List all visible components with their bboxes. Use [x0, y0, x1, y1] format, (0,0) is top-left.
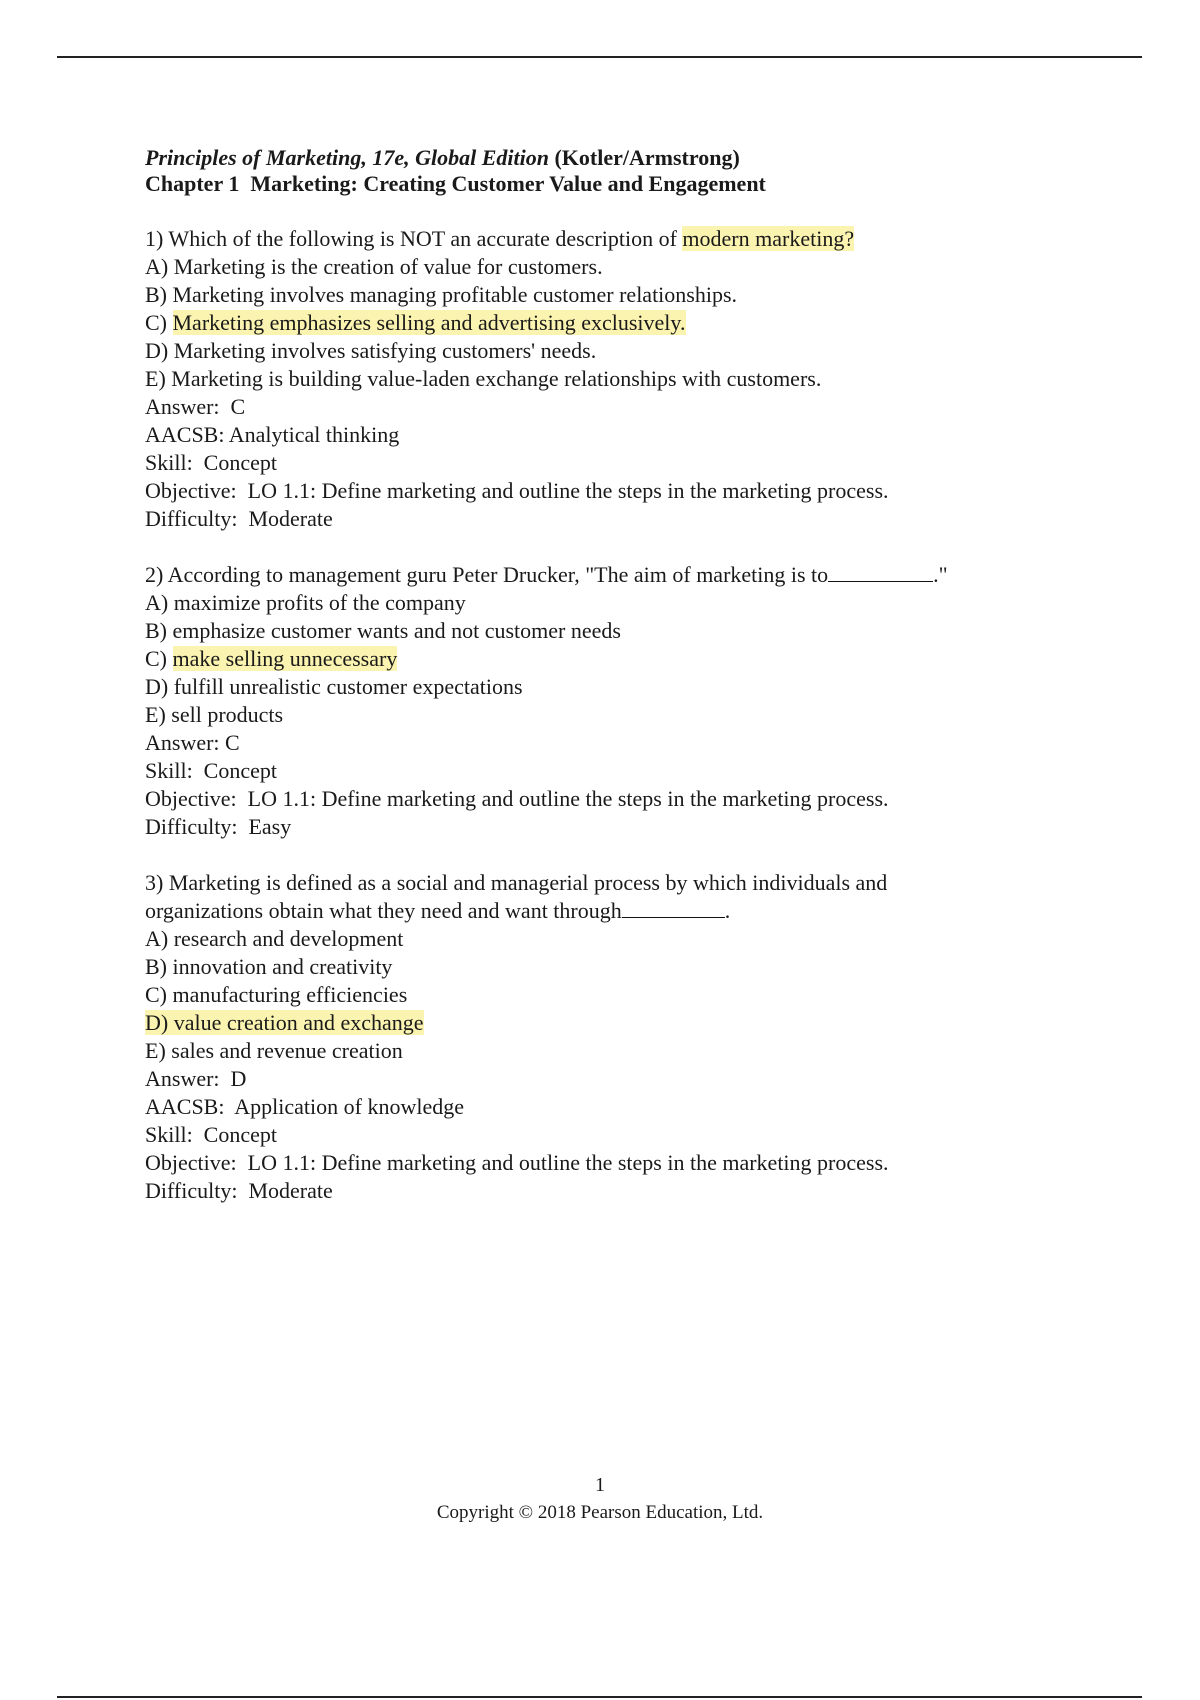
- question-1-answer: Answer: C: [145, 394, 246, 419]
- question-2-difficulty: Difficulty: Easy: [145, 814, 292, 839]
- question-1: [145, 225, 1085, 533]
- book-title: Principles of Marketing, 17e, Global Edition: [145, 145, 549, 170]
- question-2-option-e: E) sell products: [145, 702, 284, 727]
- question-1-option-e: E) Marketing is building value-laden exchange relationships with customers.: [145, 366, 822, 391]
- question-3-option-d-highlight: D) value creation and exchange: [145, 1010, 424, 1035]
- question-1-stem-text: 1) Which of the following is NOT an accurate description of: [145, 226, 683, 251]
- question-2-skill: Skill: Concept: [145, 758, 277, 783]
- question-2-option-d: D) fulfill unrealistic customer expectations: [145, 674, 523, 699]
- question-3-stem-line-1: 3) Marketing is defined as a social and managerial process by which individuals and: [145, 870, 888, 895]
- document-body: [145, 145, 1085, 1205]
- document-header: [145, 145, 1085, 197]
- question-2-option-c-highlight: make selling unnecessary: [172, 646, 398, 671]
- question-1-option-c-highlight: Marketing emphasizes selling and advertising exclusively.: [172, 310, 686, 335]
- page-number: 1: [595, 1474, 605, 1496]
- question-3-option-d: [145, 1009, 1085, 1037]
- book-authors: (Kotler/Armstrong): [554, 145, 740, 170]
- question-3-skill: Skill: Concept: [145, 1122, 277, 1147]
- question-2-stem-text: 2) According to management guru Peter Drucker, "The aim of marketing is to: [145, 562, 829, 587]
- question-1-option-b: B) Marketing involves managing profitable customer relationships.: [145, 282, 738, 307]
- header-line-1: [145, 145, 1085, 171]
- question-3-answer: Answer: D: [145, 1066, 247, 1091]
- question-2-option-c: [145, 645, 1085, 673]
- question-1-option-a: A) Marketing is the creation of value for customers.: [145, 254, 603, 279]
- question-1-option-c: [145, 309, 1085, 337]
- question-2: [145, 561, 1085, 841]
- question-1-stem-highlight: modern marketing?: [682, 226, 855, 251]
- question-2-stem: [145, 561, 1085, 589]
- question-3: [145, 869, 1085, 1205]
- question-2-option-a: A) maximize profits of the company: [145, 590, 466, 615]
- question-2-answer: Answer: C: [145, 730, 240, 755]
- question-3-option-b: B) innovation and creativity: [145, 954, 393, 979]
- question-1-option-c-prefix: C): [145, 310, 173, 335]
- copyright-notice: Copyright © 2018 Pearson Education, Ltd.: [436, 1502, 764, 1523]
- question-2-blank: [828, 561, 933, 582]
- question-1-stem: [145, 225, 1085, 253]
- question-3-option-c: C) manufacturing efficiencies: [145, 982, 408, 1007]
- question-2-objective: Objective: LO 1.1: Define marketing and outline the steps in the marketing process.: [145, 786, 889, 811]
- question-1-skill: Skill: Concept: [145, 450, 277, 475]
- question-3-option-a: A) research and development: [145, 926, 404, 951]
- question-1-difficulty: Difficulty: Moderate: [145, 506, 333, 531]
- question-3-stem-end: .: [724, 898, 731, 923]
- question-2-option-c-prefix: C): [145, 646, 173, 671]
- bottom-rule: [57, 1696, 1142, 1698]
- question-1-aacsb: AACSB: Analytical thinking: [145, 422, 400, 447]
- question-3-option-e: E) sales and revenue creation: [145, 1038, 403, 1063]
- question-2-stem-end: .": [933, 562, 948, 587]
- chapter-title: Chapter 1 Marketing: Creating Customer Value and Engagement: [145, 171, 766, 196]
- question-3-difficulty: Difficulty: Moderate: [145, 1178, 333, 1203]
- question-1-objective: Objective: LO 1.1: Define marketing and outline the steps in the marketing process.: [145, 478, 889, 503]
- question-2-option-b: B) emphasize customer wants and not customer needs: [145, 618, 621, 643]
- question-3-objective: Objective: LO 1.1: Define marketing and outline the steps in the marketing process.: [145, 1150, 889, 1175]
- question-3-stem-text: organizations obtain what they need and want through: [145, 898, 622, 923]
- question-3-aacsb: AACSB: Application of knowledge: [145, 1094, 464, 1119]
- question-3-blank: [622, 897, 725, 918]
- top-rule: [57, 56, 1142, 58]
- question-3-stem-line-2: [145, 897, 1085, 925]
- question-1-option-d: D) Marketing involves satisfying customers' needs.: [145, 338, 597, 363]
